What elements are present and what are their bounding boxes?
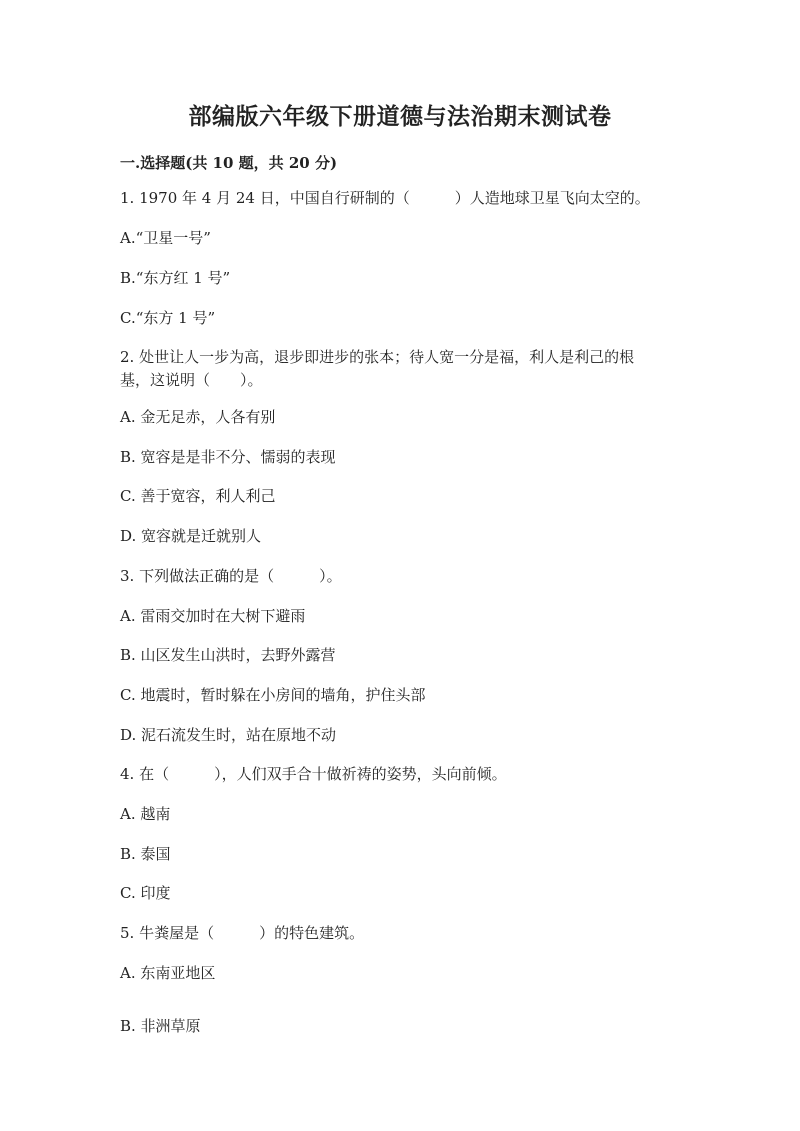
question-3-option-b: B. 山区发生山洪时，去野外露营: [120, 646, 336, 664]
question-2-option-c: C. 善于宽容，利人利己: [120, 487, 276, 505]
question-5-stem: 5. 牛粪屋是（ ）的特色建筑。: [120, 924, 365, 942]
question-3-option-d: D. 泥石流发生时，站在原地不动: [120, 726, 337, 744]
question-1-option-b: B.“东方红 1 号”: [120, 269, 231, 287]
question-3-option-a: A. 雷雨交加时在大树下避雨: [120, 607, 306, 625]
question-1-option-c: C.“东方 1 号”: [120, 309, 216, 327]
question-2-stem-line-2: 基，这说明（ ）。: [120, 371, 263, 389]
question-2-option-d: D. 宽容就是迁就别人: [120, 527, 262, 545]
question-4-stem: 4. 在（ ），人们双手合十做祈祷的姿势，头向前倾。: [120, 765, 507, 783]
question-4-option-b: B. 泰国: [120, 845, 171, 863]
question-4-option-c: C. 印度: [120, 884, 171, 902]
question-3-option-c: C. 地震时，暂时躲在小房间的墙角，护住头部: [120, 686, 426, 704]
question-3-stem: 3. 下列做法正确的是（ ）。: [120, 567, 342, 585]
page-title: 部编版六年级下册道德与法治期末测试卷: [188, 103, 612, 130]
question-4-option-a: A. 越南: [120, 805, 171, 823]
question-2-stem-line-1: 2. 处世让人一步为高，退步即进步的张本；待人宽一分是福，利人是利己的根: [120, 348, 635, 366]
question-2-option-b: B. 宽容是是非不分、懦弱的表现: [120, 448, 336, 466]
question-1-option-a: A.“卫星一号”: [120, 229, 211, 247]
question-5-option-a: A. 东南亚地区: [120, 964, 216, 982]
question-2-option-a: A. 金无足赤，人各有别: [120, 408, 276, 426]
question-1-stem: 1. 1970 年 4 月 24 日，中国自行研制的（ ）人造地球卫星飞向太空的。: [120, 189, 650, 207]
question-5-option-b: B. 非洲草原: [120, 1017, 201, 1035]
section-heading: 一.选择题(共 10 题，共 20 分): [120, 154, 338, 172]
